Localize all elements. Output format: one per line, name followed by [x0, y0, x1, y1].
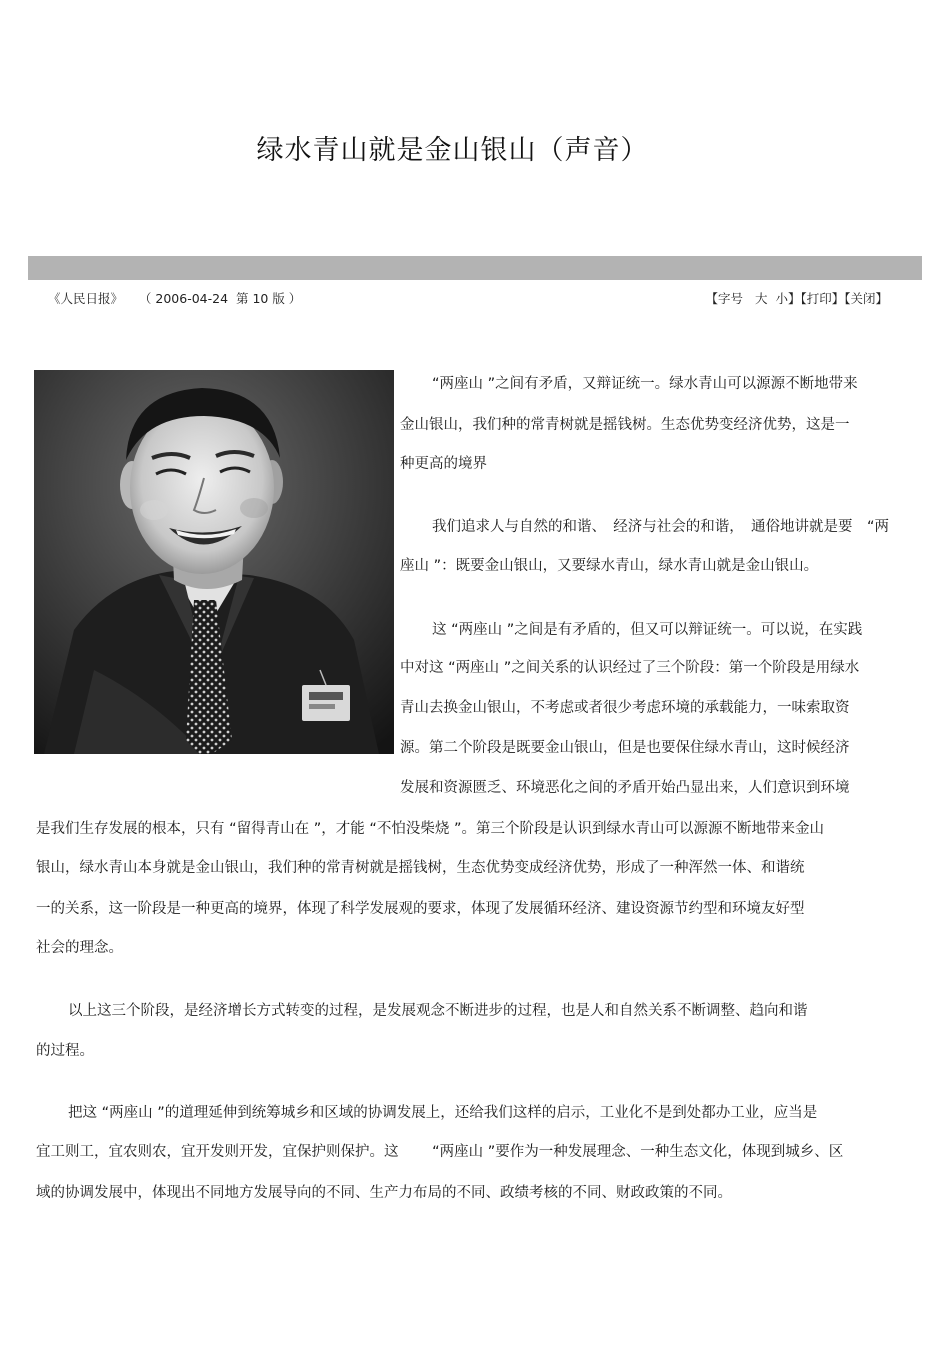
paragraph-line: 是我们生存发展的根本，只有 “留得青山在 ”，才能 “不怕没柴烧 ”。第三个阶段是认识到绿水青山可以源源不断地带来金山 — [36, 821, 824, 837]
paragraph-line: 中对这 “两座山 ”之间关系的认识经过了三个阶段：第一个阶段是用绿水 — [400, 660, 860, 676]
source-label: 《人民日报》 — [48, 291, 124, 306]
close-link[interactable]: 【关闭】 — [844, 291, 888, 306]
print-link[interactable]: 【打印】 — [800, 291, 845, 306]
date-label: （ 2006-04-24 第 10 版 ） — [138, 291, 302, 306]
paragraph-line: 座山 ”：既要金山银山，又要绿水青山，绿水青山就是金山银山。 — [400, 558, 819, 574]
paragraph-line: 的过程。 — [36, 1043, 94, 1059]
paragraph-line: 把这 “两座山 ”的道理延伸到统筹城乡和区域的协调发展上，还给我们这样的启示，工业化不是到处都办工业，应当是 — [68, 1105, 818, 1121]
font-small-link[interactable]: 小】 — [775, 291, 801, 306]
paragraph-line: “两座山 ”之间有矛盾，又辩证统一。绿水青山可以源源不断地带来 — [432, 376, 858, 392]
paragraph-line: 域的协调发展中，体现出不同地方发展导向的不同、生产力布局的不同、政绩考核的不同、财政政策的不同。 — [36, 1185, 732, 1201]
portrait-photo — [34, 370, 394, 754]
paragraph-line: 这 “两座山 ”之间是有矛盾的，但又可以辩证统一。可以说，在实践 — [432, 622, 863, 638]
paragraph-line: 宜工则工，宜农则农，宜开发则开发，宜保护则保护。这 “两座山 ”要作为一种发展理念、一种生态文化，体现到城乡、区 — [36, 1144, 844, 1160]
paragraph-line: 金山银山，我们种的常青树就是摇钱树。生态优势变经济优势，这是一 — [400, 417, 850, 433]
paragraph-line: 青山去换金山银山，不考虑或者很少考虑环境的承载能力，一味索取资 — [400, 700, 850, 716]
paragraph-line: 以上这三个阶段，是经济增长方式转变的过程，是发展观念不断进步的过程，也是人和自然关系不断调整、趋向和谐 — [68, 1003, 808, 1019]
paragraph-line: 社会的理念。 — [36, 940, 123, 956]
header-divider-bar — [28, 256, 922, 280]
paragraph-line: 我们追求人与自然的和谐、 经济与社会的和谐， 通俗地讲就是要 “两 — [432, 519, 890, 535]
paragraph-line: 源。第二个阶段是既要金山银山，但是也要保住绿水青山，这时候经济 — [400, 740, 850, 756]
article-meta — [48, 289, 301, 307]
article-toolbar — [706, 289, 888, 307]
paragraph-line: 一的关系，这一阶段是一种更高的境界，体现了科学发展观的要求，体现了发展循环经济、建设资源节约型和环境友好型 — [36, 901, 805, 917]
paragraph-line: 银山，绿水青山本身就是金山银山，我们种的常青树就是摇钱树，生态优势变成经济优势，形成了一种浑然一体、和谐统 — [36, 860, 805, 876]
font-large-link[interactable]: 大 — [754, 291, 768, 306]
font-size-label: 【字号 — [705, 291, 744, 306]
paragraph-line: 发展和资源匮乏、环境恶化之间的矛盾开始凸显出来，人们意识到环境 — [400, 780, 850, 796]
article-title: 绿水青山就是金山银山（声音） — [256, 135, 649, 166]
paragraph-line: 种更高的境界 — [400, 456, 487, 472]
